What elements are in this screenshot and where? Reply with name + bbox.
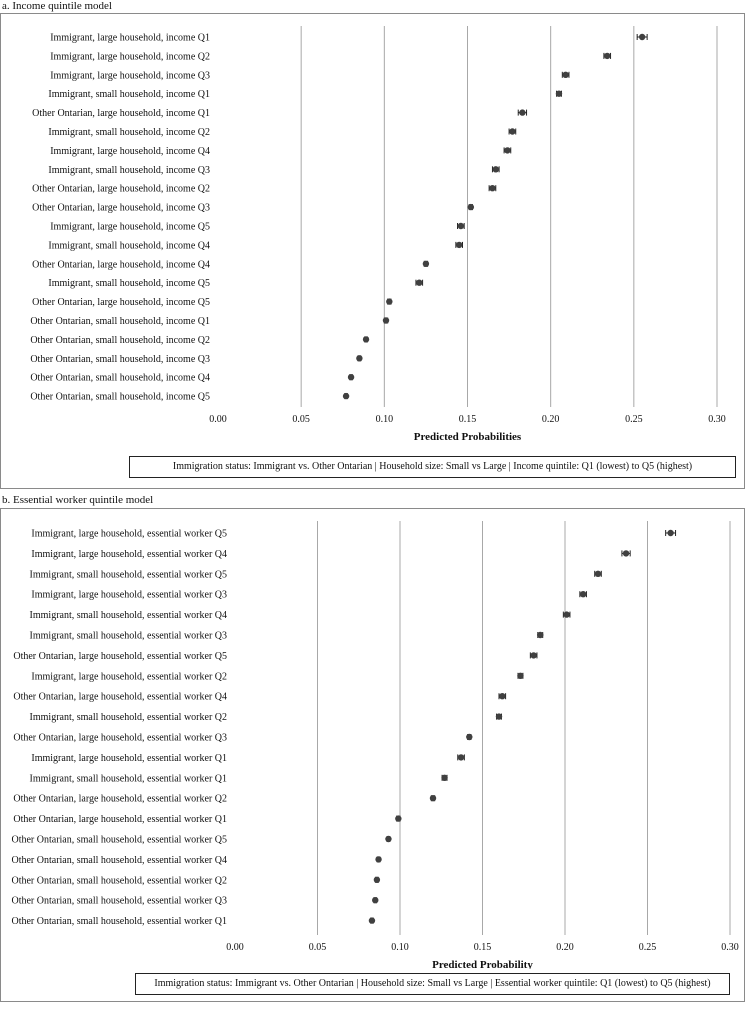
- data-point: [504, 147, 510, 153]
- category-label: Immigrant, small household, income Q3: [48, 164, 210, 176]
- data-point: [466, 734, 472, 740]
- category-label: Other Ontarian, small household, income Q5: [30, 391, 210, 403]
- category-label: Immigrant, small household, income Q4: [48, 240, 210, 252]
- category-label: Other Ontarian, large household, essential worker Q1: [13, 814, 227, 826]
- data-point: [556, 91, 562, 97]
- x-tick-label: 0.15: [473, 942, 492, 953]
- category-label: Immigrant, small household, essential worker Q3: [29, 630, 227, 642]
- data-point: [580, 591, 586, 597]
- data-point: [667, 530, 673, 536]
- panel-a-chart: [1, 14, 744, 454]
- data-point: [604, 53, 610, 59]
- data-point: [363, 336, 369, 342]
- data-point: [489, 185, 495, 191]
- category-label: Other Ontarian, small household, income Q2: [30, 334, 210, 346]
- data-point: [537, 632, 543, 638]
- category-label: Other Ontarian, large household, income Q3: [32, 202, 210, 214]
- x-tick-label: 0.20: [541, 414, 560, 425]
- category-label: Other Ontarian, small household, essential worker Q1: [11, 916, 227, 928]
- category-label: Other Ontarian, small household, essential worker Q4: [11, 854, 227, 866]
- category-label: Other Ontarian, small household, income Q3: [30, 353, 210, 365]
- category-label: Immigrant, small household, essential worker Q2: [29, 712, 227, 724]
- category-label: Immigrant, small household, essential worker Q4: [29, 610, 227, 622]
- x-tick-label: 0.25: [625, 414, 643, 425]
- x-tick-label: 0.25: [638, 942, 657, 953]
- category-label: Other Ontarian, large household, income Q2: [32, 183, 210, 195]
- x-tick-label: 0.30: [708, 414, 726, 425]
- data-point: [375, 856, 381, 862]
- category-label: Other Ontarian, large household, income Q5: [32, 297, 210, 309]
- category-label: Immigrant, large household, income Q3: [50, 70, 210, 82]
- category-label: Immigrant, large household, essential worker Q4: [31, 548, 227, 560]
- x-axis-title: Predicted Probability: [432, 959, 533, 969]
- category-label: Other Ontarian, large household, essential worker Q4: [13, 691, 227, 703]
- data-point: [386, 298, 392, 304]
- x-tick-label: 0.05: [292, 414, 310, 425]
- data-point: [639, 34, 645, 40]
- x-tick-label: 0.30: [721, 942, 739, 953]
- category-label: Immigrant, large household, income Q5: [50, 221, 210, 233]
- data-point: [430, 795, 436, 801]
- data-point: [623, 550, 629, 556]
- data-point: [562, 72, 568, 78]
- category-label: Other Ontarian, large household, income Q4: [32, 259, 210, 271]
- category-label: Immigrant, large household, essential worker Q1: [31, 752, 227, 764]
- data-point: [517, 673, 523, 679]
- data-point: [416, 280, 422, 286]
- category-label: Immigrant, large household, income Q1: [50, 32, 210, 44]
- data-point: [458, 223, 464, 229]
- data-point: [499, 693, 505, 699]
- data-point: [563, 611, 569, 617]
- panel-b-frame: [0, 508, 745, 1002]
- category-label: Immigrant, large household, essential worker Q3: [31, 589, 227, 601]
- data-point: [456, 242, 462, 248]
- data-point: [343, 393, 349, 399]
- data-point: [395, 815, 401, 821]
- data-point: [509, 128, 515, 134]
- category-label: Immigrant, large household, income Q2: [50, 51, 210, 63]
- x-tick-label: 0.15: [458, 414, 477, 425]
- x-tick-label: 0.10: [391, 942, 409, 953]
- x-axis-title: Predicted Probabilities: [413, 431, 522, 443]
- data-point: [369, 917, 375, 923]
- data-point: [468, 204, 474, 210]
- x-tick-label: 0.05: [308, 942, 327, 953]
- panel-b-legend: Immigration status: Immigrant vs. Other Ontarian | Household size: Small vs Large | Essential worker quintile: Q1 (lowest) to Q5 (highest): [135, 973, 730, 995]
- category-label: Immigrant, small household, income Q5: [48, 278, 210, 290]
- data-point: [496, 713, 502, 719]
- data-point: [383, 317, 389, 323]
- panel-a-frame: [0, 13, 745, 489]
- category-label: Other Ontarian, large household, essential worker Q5: [13, 650, 227, 662]
- category-label: Other Ontarian, small household, income Q4: [30, 372, 210, 384]
- data-point: [423, 261, 429, 267]
- category-label: Immigrant, small household, income Q1: [48, 89, 210, 101]
- panel-b-title: b. Essential worker quintile model: [2, 494, 154, 506]
- data-point: [385, 836, 391, 842]
- x-tick-label: 0.10: [375, 414, 394, 425]
- data-point: [348, 374, 354, 380]
- data-point: [356, 355, 362, 361]
- data-point: [530, 652, 536, 658]
- data-point: [441, 775, 447, 781]
- category-label: Other Ontarian, small household, income Q1: [30, 316, 210, 327]
- x-tick-label: 0.00: [226, 942, 244, 953]
- data-point: [595, 571, 601, 577]
- category-label: Immigrant, large household, income Q4: [50, 145, 210, 157]
- category-label: Other Ontarian, large household, essential worker Q3: [13, 732, 227, 744]
- panel-a-legend: Immigration status: Immigrant vs. Other Ontarian | Household size: Small vs Large | Income quintile: Q1 (lowest) to Q5 (highest): [129, 456, 736, 478]
- panel-b-chart: [1, 509, 744, 969]
- category-label: Immigrant, small household, essential worker Q1: [29, 773, 227, 785]
- panel-a-title: a. Income quintile model: [2, 0, 112, 12]
- x-tick-label: 0.00: [209, 414, 227, 425]
- data-point: [458, 754, 464, 760]
- category-label: Other Ontarian, small household, essential worker Q3: [11, 895, 227, 907]
- category-label: Immigrant, small household, income Q2: [48, 127, 210, 138]
- data-point: [374, 877, 380, 883]
- data-point: [372, 897, 378, 903]
- x-tick-label: 0.20: [556, 942, 574, 953]
- category-label: Other Ontarian, large household, income Q1: [32, 108, 210, 120]
- data-point: [519, 109, 525, 115]
- category-label: Other Ontarian, small household, essential worker Q2: [11, 875, 227, 887]
- category-label: Immigrant, small household, essential worker Q5: [29, 569, 227, 581]
- category-label: Other Ontarian, large household, essential worker Q2: [13, 793, 227, 805]
- data-point: [493, 166, 499, 172]
- category-label: Other Ontarian, small household, essential worker Q5: [11, 834, 227, 846]
- category-label: Immigrant, large household, essential worker Q5: [31, 528, 227, 540]
- category-label: Immigrant, large household, essential worker Q2: [31, 671, 227, 683]
